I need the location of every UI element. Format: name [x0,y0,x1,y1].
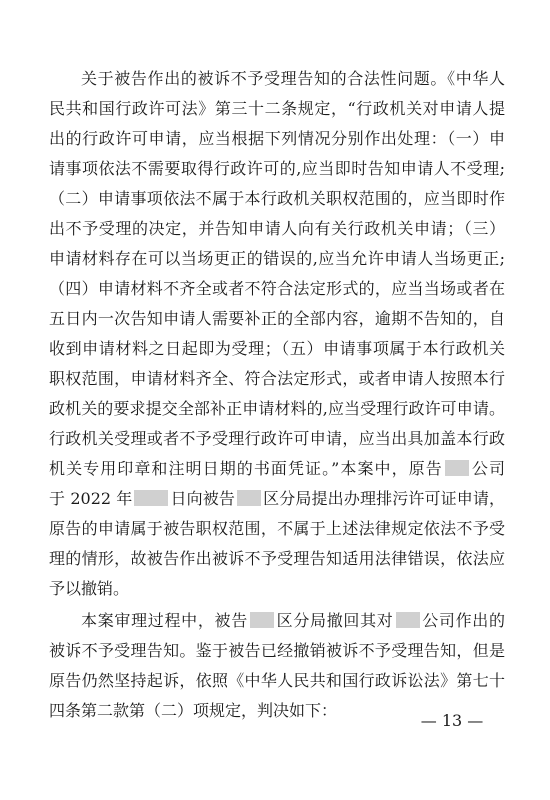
text-line: 原告的申请属于被告职权范围，不属于上述法律规定依法不予受 [49,519,505,538]
text-line: （四）申请材料不齐全或者不符合法定形式的，应当当场或者在 [49,279,505,298]
text-line: 机关专用印章和注明日期的书面凭证。”本案中，原告 公司 [49,459,505,478]
text-line: 政机关的要求提交全部补正申请材料的,应当受理行政许可申请。 [49,399,505,418]
text-line: 职权范围，申请材料齐全、符合法定形式，或者申请人按照本行 [49,369,505,388]
text-line: 行政机关受理或者不予受理行政许可申请，应当出具加盖本行政 [49,429,505,448]
text-line: 本案审理过程中，被告 区分局撤回其对 公司作出的 [81,611,505,630]
redaction-block [237,490,261,506]
redaction-block [396,612,420,628]
text-line: 被诉不予受理告知。鉴于被告已经撤销被诉不予受理告知，但是 [49,641,505,660]
text-line: （二）申请事项依法不属于本行政机关职权范围的，应当即时作 [49,189,505,208]
text-line: 申请材料存在可以当场更正的错误的,应当允许申请人当场更正; [49,249,505,268]
text-line: 出的行政许可申请，应当根据下列情况分别作出处理：（一）申 [49,129,505,148]
text-line: 关于被告作出的被诉不予受理告知的合法性问题。《中华人 [81,69,505,88]
redaction-block [250,612,274,628]
text-line: 原告仍然坚持起诉，依照《中华人民共和国行政诉讼法》第七十 [49,671,505,690]
text-line: 五日内一次告知申请人需要补正的全部内容，逾期不告知的，自 [49,309,505,328]
text-line: 予以撤销。 [49,579,130,598]
text-line: 于 2022 年 日向被告 区分局提出办理排污许可证申请， [49,489,505,508]
text-line: 收到申请材料之日起即为受理；（五）申请事项属于本行政机关 [49,339,505,358]
page-number: — 13 — [420,711,484,730]
text-line: 四条第二款第（二）项规定，判决如下： [49,701,338,720]
text-line: 民共和国行政许可法》第三十二条规定，“行政机关对申请人提 [49,99,505,118]
redaction-block [134,490,168,506]
text-line: 出不予受理的决定，并告知申请人向有关行政机关申请；（三） [49,219,505,238]
text-line: 请事项依法不需要取得行政许可的,应当即时告知申请人不受理; [49,159,505,178]
redaction-block [445,460,469,476]
text-line: 理的情形，故被告作出被诉不予受理告知适用法律错误，依法应 [49,549,505,568]
